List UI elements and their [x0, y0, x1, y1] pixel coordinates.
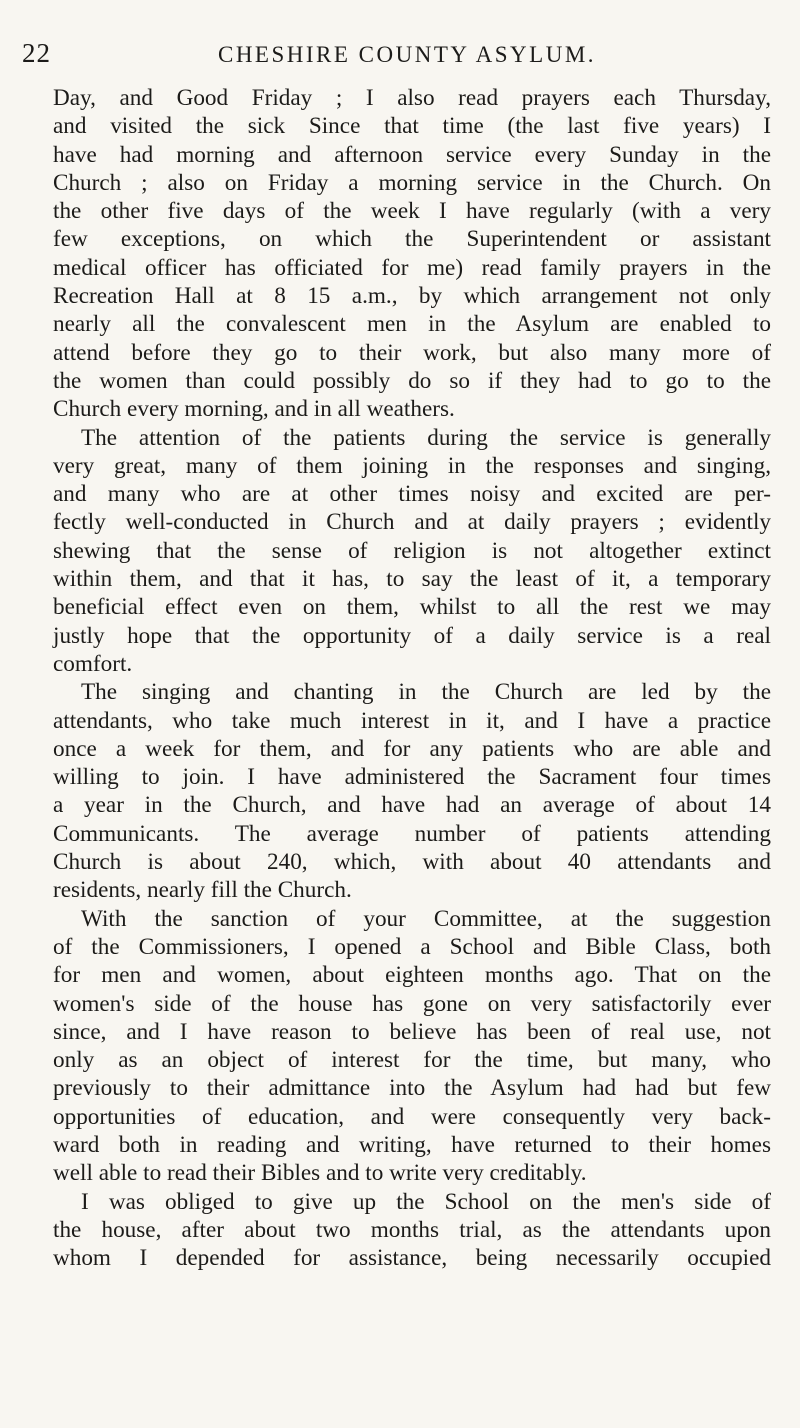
text-line: within them, and that it has, to say the least of it, a temporary [53, 566, 771, 593]
text-line: justly hope that the opportunity of a daily service is a real [53, 622, 771, 649]
text-line: whom I depended for assistance, being necessarily occupied [53, 1245, 771, 1272]
text-line: and visited the sick Since that time (the last five years) I [53, 113, 771, 140]
text-line: attendants, who take much interest in it, and I have a practice [53, 707, 771, 734]
text-line: medical officer has officiated for me) read family prayers in the [53, 254, 771, 281]
text-line: previously to their admittance into the Asylum had had but few [53, 1075, 771, 1102]
paragraph [53, 1188, 771, 1273]
text-line: Recreation Hall at 8 15 a.m., by which arrangement not only [53, 283, 771, 310]
text-line: With the sanction of your Committee, at the suggestion [81, 905, 771, 932]
paragraph [53, 678, 771, 904]
text-line: the women than could possibly do so if they had to go to the [53, 367, 771, 394]
page-number: 22 [22, 38, 51, 68]
page-header [22, 38, 782, 78]
text-line: the other five days of the week I have regularly (with a very [53, 198, 771, 225]
text-line: well able to read their Bibles and to write very creditably. [53, 1160, 587, 1187]
text-line: shewing that the sense of religion is not altogether extinct [53, 537, 771, 564]
text-line: the house, after about two months trial, as the attendants upon [53, 1216, 771, 1243]
text-line: and many who are at other times noisy and excited are per- [53, 481, 771, 508]
text-line: since, and I have reason to believe has been of real use, not [53, 1018, 771, 1045]
paragraph [53, 905, 771, 1188]
text-line: very great, many of them joining in the responses and singing, [53, 452, 771, 479]
text-line: few exceptions, on which the Superintendent or assistant [53, 226, 771, 253]
text-line: nearly all the convalescent men in the Asylum are enabled to [53, 311, 771, 338]
text-line: Communicants. The average number of patients attending [53, 820, 771, 847]
text-line: have had morning and afternoon service every Sunday in the [53, 141, 771, 168]
text-line: opportunities of education, and were consequently very back- [53, 1103, 771, 1130]
text-line: once a week for them, and for any patients who are able and [53, 735, 771, 762]
text-line: for men and women, about eighteen months ago. That on the [53, 962, 771, 989]
running-head: CHESHIRE COUNTY ASYLUM. [217, 42, 597, 67]
body-text [53, 84, 771, 1272]
paragraph [53, 424, 771, 679]
paragraph [53, 84, 771, 424]
text-line: only as an object of interest for the time, but many, who [53, 1047, 771, 1074]
text-line: attend before they go to their work, but also many more of [53, 339, 771, 366]
text-line: beneficial effect even on them, whilst to all the rest we may [53, 594, 771, 621]
text-line: willing to join. I have administered the Sacrament four times [53, 764, 771, 791]
text-line: I was obliged to give up the School on the men's side of [81, 1188, 771, 1215]
text-line: a year in the Church, and have had an average of about 14 [53, 792, 771, 819]
text-line: Church every morning, and in all weathers. [53, 396, 455, 423]
text-line: fectly well-conducted in Church and at daily prayers ; evidently [53, 509, 771, 536]
text-line: The singing and chanting in the Church are led by the [81, 679, 771, 706]
text-line: The attention of the patients during the service is generally [81, 424, 771, 451]
text-line: ward both in reading and writing, have returned to their homes [53, 1131, 771, 1158]
text-line: Day, and Good Friday ; I also read prayers each Thursday, [53, 85, 771, 111]
text-line: Church is about 240, which, with about 40 attendants and [53, 849, 771, 876]
text-line: Church ; also on Friday a morning service in the Church. On [53, 169, 771, 196]
text-line: of the Commissioners, I opened a School and Bible Class, both [53, 933, 771, 960]
text-line: residents, nearly fill the Church. [53, 877, 352, 904]
text-line: comfort. [53, 650, 133, 677]
text-line: women's side of the house has gone on very satisfactorily ever [53, 990, 771, 1017]
